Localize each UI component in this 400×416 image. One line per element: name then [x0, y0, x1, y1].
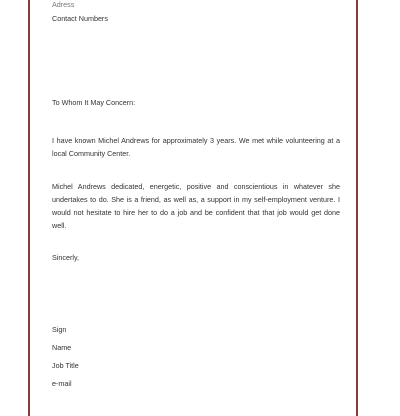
- signature-email: e-mail: [52, 379, 72, 388]
- salutation: To Whom It May Concern:: [52, 98, 136, 107]
- closing: Sincerly,: [52, 253, 80, 262]
- letter-page: [28, 0, 358, 416]
- sender-contact-numbers: Contact Numbers: [52, 14, 108, 23]
- signature-name: Name: [52, 343, 72, 352]
- paragraph-1: I have known Michel Andrews for approximately 3 years. We met while volunteering at a local Community Center.: [52, 136, 340, 158]
- sender-address: Adress: [52, 0, 75, 9]
- signature-sign: Sign: [52, 325, 67, 334]
- paragraph-2: Michel Andrews dedicated, energetic, positive and conscientious in whatever she undertakes to do. She is a friend, as well as, a support in my self-employment venture. I would not hesitate to hire her to do a job and be confident that that job would get done well.: [52, 182, 340, 230]
- signature-job-title: Job Title: [52, 361, 79, 370]
